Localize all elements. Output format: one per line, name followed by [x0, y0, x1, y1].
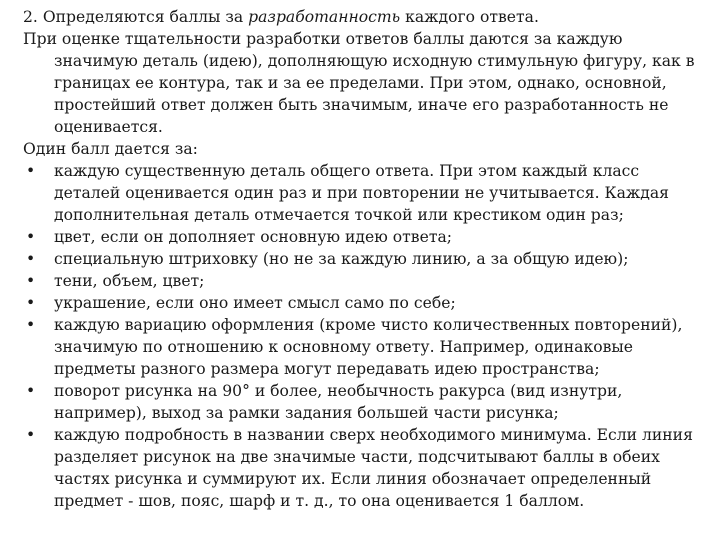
- bullet-icon: •: [26, 382, 36, 400]
- bullet-icon: •: [26, 272, 36, 290]
- list-item: [23, 292, 696, 314]
- list-item-text: цвет, если он дополняет основную идею ответа;: [54, 228, 452, 246]
- list-item: [23, 314, 696, 380]
- scoring-list: [23, 160, 696, 512]
- list-item-text: специальную штриховку (но не за каждую линию, а за общую идею);: [54, 250, 629, 268]
- list-item: [23, 160, 696, 226]
- list-item-text: каждую вариацию оформления (кроме чисто количественных повторений), значимую по отношению к основному ответу. Например, одинаковые предметы разного размера могут передавать идею пространства;: [54, 316, 683, 378]
- heading-suffix: каждого ответа.: [400, 8, 539, 26]
- heading-prefix: 2. Определяются баллы за: [23, 8, 249, 26]
- section-heading: [23, 6, 696, 28]
- bullet-icon: •: [26, 294, 36, 312]
- bullet-icon: •: [26, 250, 36, 268]
- list-item-text: украшение, если оно имеет смысл само по себе;: [54, 294, 456, 312]
- list-item: [23, 380, 696, 424]
- intro-paragraph: При оценке тщательности разработки ответов баллы даются за каждую значимую деталь (идею), дополняющую исходную стимульную фигуру, как в границах ее контура, так и за ее пределами. При этом, однако, основной, простейший ответ должен быть значимым, иначе его разработанность не оценивается.: [23, 30, 695, 136]
- list-item: [23, 270, 696, 292]
- list-item-text: каждую подробность в названии сверх необходимого минимума. Если линия разделяет рисунок на две значимые части, подсчитывают баллы в обеих частях рисунка и суммируют их. Если линия обозначает определенный предмет - шов, пояс, шарф и т. д., то она оценивается 1 баллом.: [54, 426, 693, 510]
- bullet-icon: •: [26, 162, 36, 180]
- list-item-text: тени, объем, цвет;: [54, 272, 205, 290]
- list-item: [23, 226, 696, 248]
- list-item: [23, 248, 696, 270]
- heading-emphasis: разработанность: [248, 8, 401, 26]
- list-intro: Один балл дается за:: [23, 140, 198, 158]
- list-item-text: каждую существенную деталь общего ответа. При этом каждый класс деталей оценивается один раз и при повторении не учитывается. Каждая дополнительная деталь отмечается точкой или крестиком один раз;: [54, 162, 669, 224]
- bullet-icon: •: [26, 228, 36, 246]
- list-item-text: поворот рисунка на 90° и более, необычность ракурса (вид изнутри, например), выход за рамки задания большей части рисунка;: [54, 382, 623, 422]
- bullet-icon: •: [26, 426, 36, 444]
- bullet-icon: •: [26, 316, 36, 334]
- list-item: [23, 424, 696, 512]
